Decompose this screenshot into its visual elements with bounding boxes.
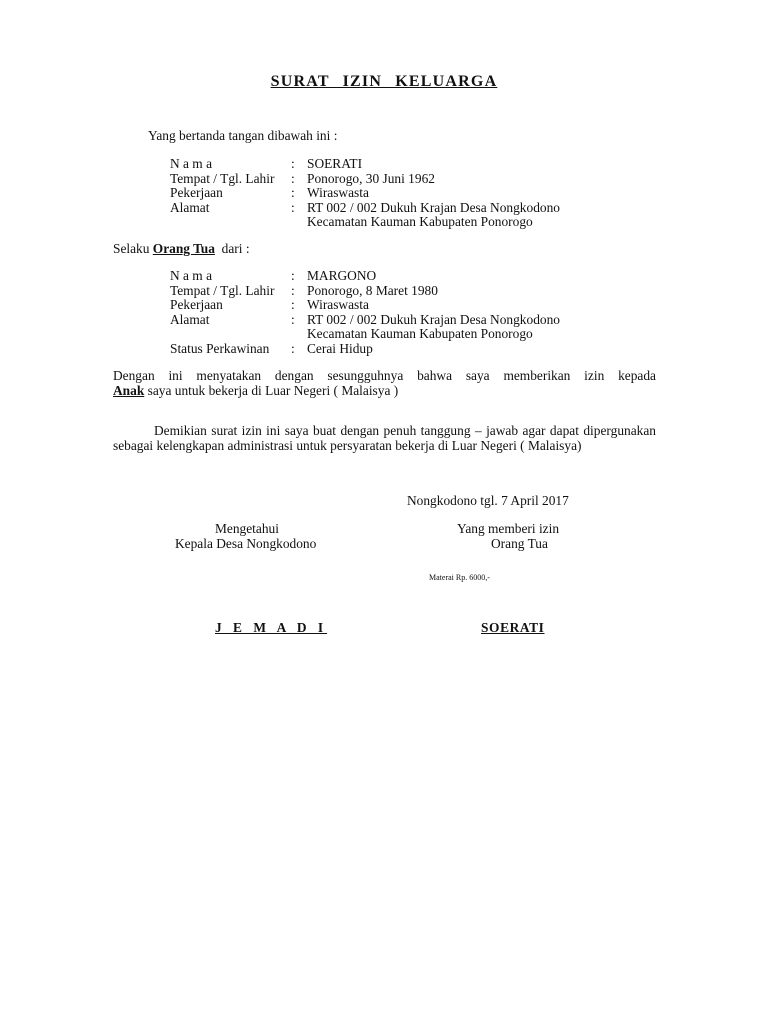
field-label: Status Perkawinan	[170, 340, 270, 356]
field-label: N a m a	[170, 156, 213, 171]
relation-emphasis: Orang Tua	[152, 241, 215, 256]
statement-emphasis: Anak	[113, 382, 145, 398]
relation-prefix: Selaku	[113, 241, 153, 256]
field-colon: :	[291, 170, 295, 186]
field-value: SOERATI	[307, 156, 363, 171]
field-value: RT 002 / 002 Dukuh Krajan Desa Nongkodono	[307, 311, 560, 327]
field-label: Tempat / Tgl. Lahir	[170, 170, 275, 186]
left-sign-line2: Kepala Desa Nongkodono	[175, 536, 317, 551]
field-label: Pekerjaan	[170, 185, 223, 200]
document-title: SURAT IZIN KELUARGA	[270, 73, 498, 90]
field-value: Kecamatan Kauman Kabupaten Ponorogo	[307, 326, 533, 341]
field-colon: :	[291, 340, 295, 356]
field-value: Ponorogo, 30 Juni 1962	[307, 170, 435, 186]
field-value: Wiraswasta	[307, 185, 369, 200]
field-colon: :	[291, 311, 295, 327]
field-colon: :	[291, 297, 295, 312]
field-value: Wiraswasta	[307, 297, 369, 312]
statement-rest: saya untuk bekerja di Luar Negeri ( Malaisya )	[144, 382, 399, 398]
field-value: Cerai Hidup	[307, 340, 373, 356]
field-value: MARGONO	[307, 268, 377, 283]
field-value: Kecamatan Kauman Kabupaten Ponorogo	[307, 214, 533, 229]
field-colon: :	[291, 185, 295, 200]
field-label: N a m a	[170, 268, 213, 283]
field-colon: :	[291, 268, 295, 283]
relation-suffix: dari :	[214, 241, 250, 256]
field-colon: :	[291, 156, 295, 171]
field-value: Ponorogo, 8 Maret 1980	[307, 282, 438, 298]
field-value: RT 002 / 002 Dukuh Krajan Desa Nongkodono	[307, 199, 560, 215]
field-label: Pekerjaan	[170, 297, 223, 312]
relation-line	[113, 242, 250, 257]
right-signatory-name: SOERATI	[481, 620, 545, 635]
stamp-duty-note: Materai Rp. 6000,-	[429, 573, 490, 582]
field-colon: :	[291, 199, 295, 215]
place-date: Nongkodono tgl. 7 April 2017	[407, 493, 569, 508]
right-sign-line1: Yang memberi izin	[457, 521, 560, 536]
closing-paragraph: Demikian surat izin ini saya buat dengan penuh tanggung – jawab agar dapat dipergunakan sebagai kelengkapan administrasi untuk persyaratan bekerja di Luar Negeri ( Malaisya)	[113, 423, 656, 453]
intro-text: Yang bertanda tangan dibawah ini :	[148, 128, 338, 143]
field-label: Alamat	[170, 311, 210, 327]
statement-line-1: Dengan ini menyatakan dengan sesungguhnya bahwa saya memberikan izin kepada	[113, 368, 656, 383]
left-signatory-name: J E M A D I	[215, 620, 328, 635]
field-label: Tempat / Tgl. Lahir	[170, 282, 275, 298]
field-label: Alamat	[170, 199, 210, 215]
right-sign-line2: Orang Tua	[491, 536, 548, 551]
field-colon: :	[291, 282, 295, 298]
left-sign-line1: Mengetahui	[215, 521, 279, 536]
statement-line-2	[113, 384, 398, 399]
